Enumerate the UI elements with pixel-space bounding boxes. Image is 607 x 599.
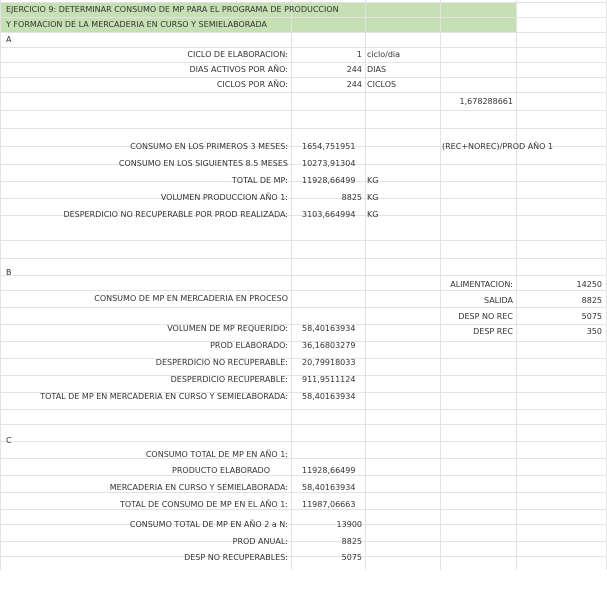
- section-b-row-value: 58,40163934: [302, 324, 356, 333]
- section-b-heading: CONSUMO DE MP EN MERCADERIA EN PROCESO: [94, 294, 288, 303]
- dias-unit: DIAS: [367, 65, 387, 74]
- section-c-row-value: 8825: [341, 537, 362, 546]
- side-table-label: ALIMENTACION:: [450, 280, 513, 289]
- side-table-value: 5075: [581, 312, 602, 321]
- section-c-row-value: 5075: [341, 553, 362, 562]
- section-a-letter: A: [6, 35, 12, 44]
- dias-value: 244: [346, 65, 362, 74]
- section-c-row-label: DESP NO RECUPERABLES:: [184, 553, 288, 562]
- desperdicio-label: DESPERDICIO NO RECUPERABLE POR PROD REALIZADA:: [63, 210, 288, 219]
- ratio-value: 1,678288661: [459, 97, 513, 106]
- section-b-row-label: VOLUMEN DE MP REQUERIDO:: [167, 324, 288, 333]
- section-c-row-label: MERCADERIA EN CURSO Y SEMIELABORADA:: [109, 483, 288, 492]
- volumen-produccion-unit: KG: [367, 193, 379, 202]
- side-table-value: 14250: [576, 280, 602, 289]
- section-c-row-value: 13900: [336, 520, 362, 529]
- section-b-row-value: 20,79918033: [302, 358, 356, 367]
- total-mp-value: 11928,66499: [302, 176, 356, 185]
- section-c-letter: C: [6, 436, 12, 445]
- side-table-value: 350: [586, 327, 602, 336]
- side-table-label: DESP NO REC: [458, 312, 513, 321]
- section-c-row-value: 58,40163934: [302, 483, 356, 492]
- section-b-row-label: PROD ELABORADO:: [210, 341, 288, 350]
- section-c-heading: CONSUMO TOTAL DE MP EN AÑO 1:: [145, 450, 288, 459]
- section-c-row-value: 11987,06663: [302, 500, 356, 509]
- total-mp-label: TOTAL DE MP:: [231, 176, 288, 185]
- ciclos-label: CICLOS POR AÑO:: [216, 80, 288, 89]
- ciclo-unit: ciclo/dia: [367, 50, 401, 59]
- consumo-3-meses-value: 1654,751951: [302, 142, 356, 151]
- side-table-label: DESP REC: [473, 327, 513, 336]
- consumo-3-meses-label: CONSUMO EN LOS PRIMEROS 3 MESES:: [130, 142, 288, 151]
- total-mp-unit: KG: [367, 176, 379, 185]
- formula-note: (REC+NOREC)/PROD AÑO 1: [442, 142, 554, 151]
- dias-label: DIAS ACTIVOS POR AÑO:: [189, 65, 288, 74]
- section-b-row-label: DESPERDICIO NO RECUPERABLE:: [155, 358, 288, 367]
- ciclo-value: 1: [356, 50, 362, 59]
- section-b-row-value: 911,9511124: [302, 375, 356, 384]
- title-line-1: EJERCICIO 9: DETERMINAR CONSUMO DE MP PARA EL PROGRAMA DE PRODUCCION: [6, 5, 339, 14]
- section-c-row-label: PRODUCTO ELABORADO: [172, 466, 270, 475]
- section-b-row-value: 58,40163934: [302, 392, 356, 401]
- section-b-row-label: TOTAL DE MP EN MERCADERIA EN CURSO Y SEMIELABORADA:: [40, 392, 288, 401]
- section-c-row-value: 11928,66499: [302, 466, 356, 475]
- section-c-row-label: CONSUMO TOTAL DE MP EN AÑO 2 a N:: [129, 520, 288, 529]
- ciclo-label: CICLO DE ELABORACION:: [187, 50, 288, 59]
- side-table-label: SALIDA: [483, 296, 513, 305]
- section-b-letter: B: [6, 268, 12, 277]
- ciclos-value: 244: [346, 80, 362, 89]
- volumen-produccion-label: VOLUMEN PRODUCCION AÑO 1:: [160, 193, 288, 202]
- desperdicio-value: 3103,664994: [302, 210, 356, 219]
- volumen-produccion-value: 8825: [341, 193, 362, 202]
- consumo-8-5-meses-label: CONSUMO EN LOS SIGUIENTES 8.5 MESES: [118, 159, 288, 168]
- side-table-value: 8825: [581, 296, 602, 305]
- ciclos-unit: CICLOS: [367, 80, 397, 89]
- section-c-row-label: PROD ANUAL:: [232, 537, 288, 546]
- consumo-8-5-meses-value: 10273,91304: [302, 159, 356, 168]
- section-b-row-value: 36,16803279: [302, 341, 356, 350]
- title-line-2: Y FORMACION DE LA MERCADERIA EN CURSO Y SEMIELABORADA: [6, 20, 267, 29]
- desperdicio-unit: KG: [367, 210, 379, 219]
- section-c-row-label: TOTAL DE CONSUMO DE MP EN EL AÑO 1:: [120, 500, 288, 509]
- section-b-row-label: DESPERDICIO RECUPERABLE:: [170, 375, 288, 384]
